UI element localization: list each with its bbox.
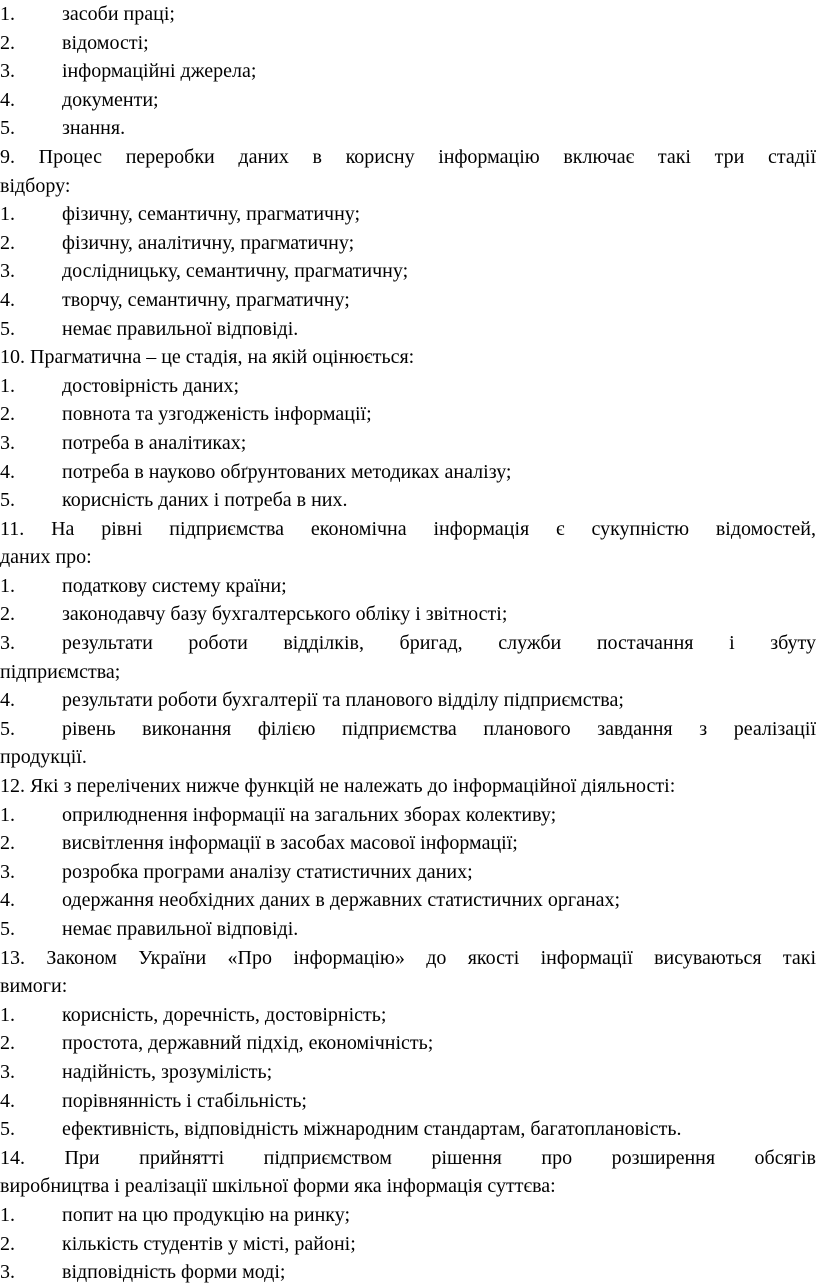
question-text: 14. При прийнятті підприємством рішення про розширення обсягів (0, 1146, 816, 1169)
option-item (0, 315, 816, 344)
question-11 (0, 515, 816, 772)
option-item (0, 486, 816, 515)
option-number: 5. (0, 1118, 15, 1141)
option-number: 2. (0, 31, 15, 54)
option-item (0, 400, 816, 429)
option-item (0, 629, 816, 658)
option-text: документи; (62, 88, 159, 111)
option-number: 1. (0, 203, 15, 226)
option-number: 5. (0, 717, 15, 740)
option-text: засоби праці; (62, 3, 175, 25)
option-number: 3. (0, 632, 15, 655)
option-number: 4. (0, 889, 15, 912)
option-item (0, 858, 816, 887)
option-text: потреба в науково обґрунтованих методиках аналізу; (62, 460, 512, 483)
option-number: 1. (0, 3, 15, 25)
option-number: 2. (0, 403, 15, 426)
option-item (0, 1058, 816, 1087)
option-text: фізичну, семантичну, прагматичну; (62, 203, 361, 226)
option-text: відомості; (62, 31, 149, 54)
option-text: корисність, доречність, достовірність; (62, 1003, 387, 1026)
option-text: одержання необхідних даних в державних статистичних органах; (62, 889, 621, 912)
option-number: 3. (0, 260, 15, 283)
question-text-continued: даних про: (0, 546, 92, 569)
option-number: 2. (0, 832, 15, 855)
option-number: 4. (0, 460, 15, 483)
option-item (0, 57, 816, 86)
question-text: 9. Процес переробки даних в корисну інформацію включає такі три стадії (0, 145, 816, 168)
option-text: знання. (62, 117, 126, 140)
option-number: 3. (0, 860, 15, 883)
option-item (0, 572, 816, 601)
option-text: простота, державний підхід, економічність; (62, 1032, 434, 1055)
option-item (0, 801, 816, 830)
question-text-continued: відбору: (0, 174, 71, 197)
option-number: 5. (0, 918, 15, 940)
option-text-continued: продукції. (0, 746, 87, 769)
question-text-continued: виробництва і реалізації шкільної форми яка інформація суттєва: (0, 1175, 556, 1198)
option-item (0, 715, 816, 744)
option-text: корисність даних і потреба в них. (62, 489, 348, 512)
option-text: кількість студентів у місті, районі; (62, 1232, 356, 1255)
option-number: 1. (0, 1203, 15, 1226)
option-number: 4. (0, 288, 15, 311)
option-number: 3. (0, 60, 15, 83)
option-number: 1. (0, 803, 15, 826)
option-number: 4. (0, 88, 15, 111)
option-item (0, 915, 816, 944)
question-13 (0, 944, 816, 1144)
option-item (0, 1029, 816, 1058)
option-text: законодавчу базу бухгалтерського обліку і звітності; (62, 603, 508, 626)
option-text: повнота та узгодженість інформації; (62, 403, 372, 426)
option-number: 1. (0, 1003, 15, 1026)
option-text: інформаційні джерела; (62, 60, 257, 83)
option-item (0, 829, 816, 858)
option-text: потреба в аналітиках; (62, 431, 247, 454)
question-14 (0, 1144, 816, 1287)
option-item (0, 458, 816, 487)
option-item (0, 1087, 816, 1116)
option-text: достовірність даних; (62, 374, 240, 397)
option-number: 2. (0, 1232, 15, 1255)
option-number: 3. (0, 1060, 15, 1083)
option-number: 2. (0, 1032, 15, 1055)
option-item (0, 429, 816, 458)
option-item (0, 229, 816, 258)
option-item (0, 1258, 816, 1287)
option-number: 3. (0, 1261, 15, 1284)
option-number: 4. (0, 689, 15, 712)
question-text: 12. Які з перелічених нижче функцій не належать до інформаційної діяльності: (0, 775, 676, 798)
option-item (0, 86, 816, 115)
option-item (0, 372, 816, 401)
option-number: 5. (0, 117, 15, 140)
option-number: 4. (0, 1089, 15, 1112)
option-item (0, 1115, 816, 1144)
question-text: 13. Законом України «Про інформацію» до якості інформації висуваються такі (0, 946, 816, 969)
question-text: 11. На рівні підприємства економічна інформація є сукупністю відомостей, (0, 517, 816, 540)
option-text: немає правильної відповіді. (62, 918, 299, 940)
option-text: розробка програми аналізу статистичних даних; (62, 860, 473, 883)
question-text: 10. Прагматична – це стадія, на якій оцінюється: (0, 346, 415, 369)
option-text: результати роботи відділків, бригад, служби постачання і збуту (62, 632, 816, 655)
option-text: немає правильної відповіді. (62, 317, 299, 340)
option-text: надійність, зрозумілість; (62, 1060, 273, 1083)
option-text: порівнянність і стабільність; (62, 1089, 307, 1112)
option-text: висвітлення інформації в засобах масової інформації; (62, 832, 518, 855)
option-item (0, 686, 816, 715)
option-text: дослідницьку, семантичну, прагматичну; (62, 260, 409, 283)
option-text: творчу, семантичну, прагматичну; (62, 288, 350, 311)
option-text: податкову систему країни; (62, 574, 287, 597)
option-number: 2. (0, 603, 15, 626)
question-12 (0, 772, 816, 944)
option-item (0, 1001, 816, 1030)
option-text: фізичну, аналітичну, прагматичну; (62, 231, 355, 254)
question-text-continued: вимоги: (0, 975, 68, 998)
option-number: 5. (0, 489, 15, 512)
question-10 (0, 343, 816, 515)
option-item (0, 1201, 816, 1230)
option-text: відповідність форми моді; (62, 1261, 286, 1284)
question-9 (0, 143, 816, 343)
option-number: 1. (0, 574, 15, 597)
option-item (0, 600, 816, 629)
option-text: оприлюднення інформації на загальних зборах колективу; (62, 803, 557, 826)
option-number: 2. (0, 231, 15, 254)
option-text-continued: підприємства; (0, 660, 121, 683)
option-text: результати роботи бухгалтерії та планового відділу підприємства; (62, 689, 624, 712)
option-text: рівень виконання філією підприємства планового завдання з реалізації (62, 717, 816, 740)
option-item (0, 1230, 816, 1259)
option-text: ефективність, відповідність міжнародним стандартам, багатоплановість. (62, 1118, 682, 1141)
option-item (0, 200, 816, 229)
option-number: 5. (0, 317, 15, 340)
option-item (0, 0, 816, 29)
option-number: 1. (0, 374, 15, 397)
option-item (0, 286, 816, 315)
option-item (0, 886, 816, 915)
option-item (0, 114, 816, 143)
option-number: 3. (0, 431, 15, 454)
prev-question-options (0, 0, 816, 143)
option-text: попит на цю продукцію на ринку; (62, 1203, 351, 1226)
option-item (0, 29, 816, 58)
option-item (0, 257, 816, 286)
